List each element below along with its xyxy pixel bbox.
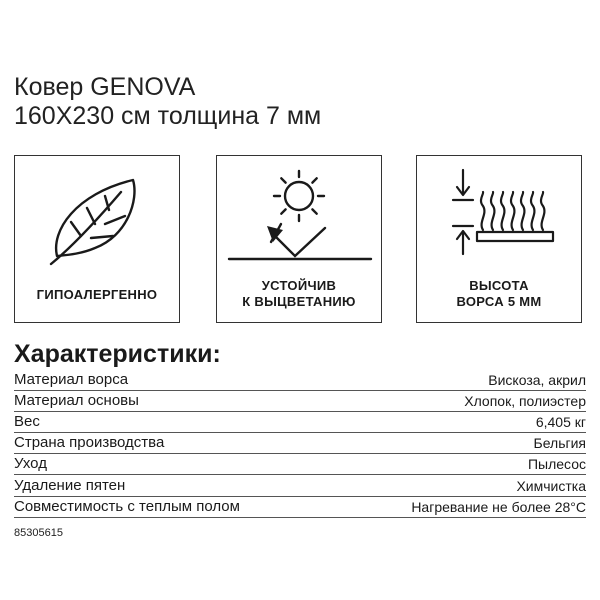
spec-row	[14, 412, 586, 433]
article-number: 85305615	[14, 527, 63, 539]
spec-label: Страна производства	[14, 434, 165, 451]
spec-row	[14, 497, 586, 518]
spec-value: 6,405 кг	[535, 414, 586, 430]
spec-label: Уход	[14, 455, 47, 472]
feature-tile-hypoallergenic	[14, 155, 180, 323]
product-title-line-2: 160X230 см толщина 7 мм	[14, 102, 322, 130]
product-title	[14, 73, 321, 131]
spec-row	[14, 433, 586, 454]
feature-caption-line: ГИПОАЛЕРГЕННО	[36, 287, 158, 302]
spec-label: Материал основы	[14, 392, 139, 409]
spec-row	[14, 476, 586, 497]
feature-tile-fade-resistant	[216, 155, 382, 323]
product-title-line-1: Ковер GENOVA	[14, 73, 196, 101]
spec-label: Совместимость с теплым полом	[14, 498, 240, 515]
feature-caption	[15, 287, 179, 303]
spec-row	[14, 391, 586, 412]
feature-caption-line: ВОРСА 5 ММ	[456, 294, 542, 309]
feature-caption	[217, 278, 381, 310]
feature-caption-line: ВЫСОТА	[469, 278, 529, 293]
spec-value: Пылесос	[527, 456, 586, 472]
feature-caption-line: К ВЫЦВЕТАНИЮ	[242, 294, 356, 309]
spec-label: Удаление пятен	[14, 477, 126, 494]
feature-caption	[417, 278, 581, 310]
spec-value: Бельгия	[533, 435, 586, 451]
specs-heading: Характеристики:	[14, 340, 221, 368]
feature-tile-pile-height	[416, 155, 582, 323]
spec-row	[14, 454, 586, 475]
spec-label: Вес	[14, 413, 40, 430]
spec-value: Нагревание не более 28°C	[411, 499, 586, 515]
spec-label: Материал ворса	[14, 371, 129, 388]
spec-value: Вискоза, акрил	[488, 372, 586, 388]
spec-row	[14, 370, 586, 391]
spec-value: Хлопок, полиэстер	[464, 393, 586, 409]
feature-caption-line: УСТОЙЧИВ	[261, 278, 337, 293]
spec-value: Химчистка	[516, 478, 586, 494]
